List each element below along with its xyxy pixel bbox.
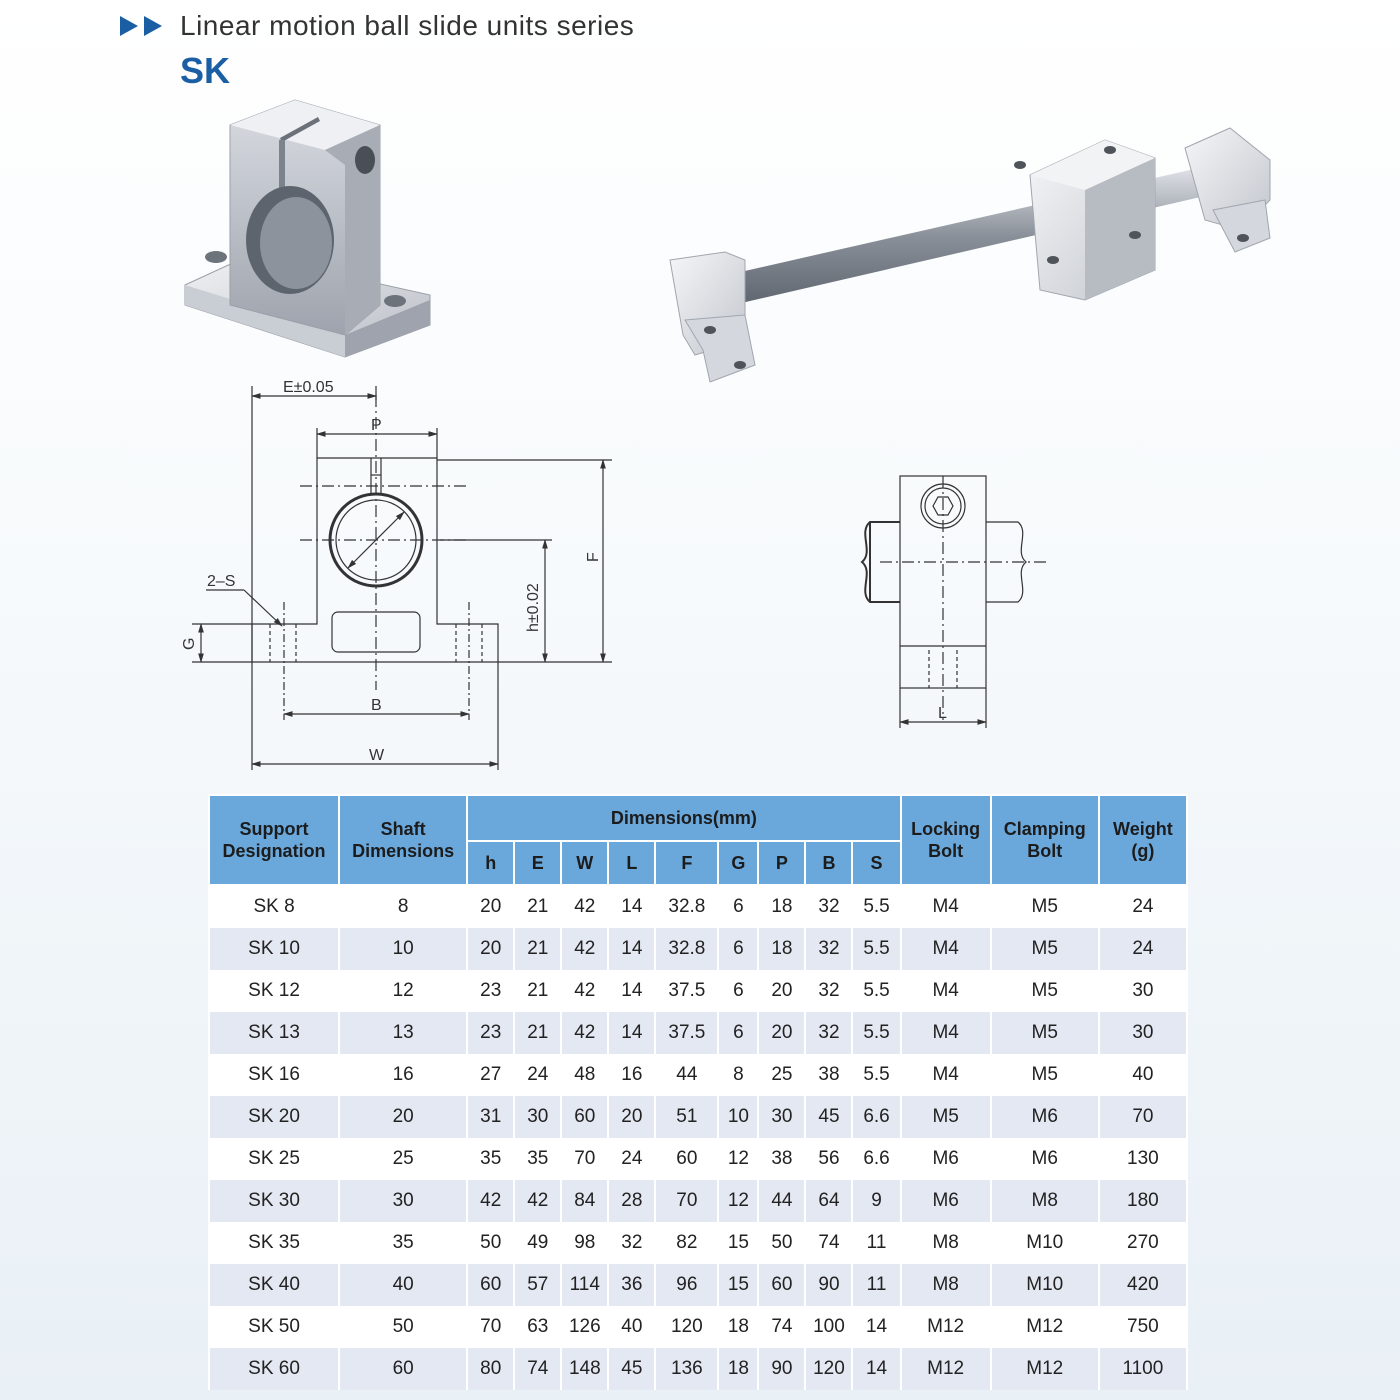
table-cell: M4 (901, 1054, 991, 1096)
table-cell: 6 (718, 885, 758, 928)
header-clamping-bolt: Clamping Bolt (991, 795, 1099, 885)
table-cell: 23 (467, 1012, 514, 1054)
table-cell: 32 (805, 885, 852, 928)
table-cell: 28 (608, 1180, 655, 1222)
table-cell: 50 (339, 1306, 467, 1348)
header-locking-bolt: Locking Bolt (901, 795, 991, 885)
table-cell: 15 (718, 1264, 758, 1306)
table-cell: 51 (655, 1096, 718, 1138)
table-cell: 44 (655, 1054, 718, 1096)
table-cell: 64 (805, 1180, 852, 1222)
table-cell: 14 (608, 970, 655, 1012)
table-cell: 750 (1099, 1306, 1187, 1348)
table-cell: SK 12 (209, 970, 339, 1012)
table-cell: 82 (655, 1222, 718, 1264)
page-title: Linear motion ball slide units series (180, 10, 635, 41)
table-cell: M8 (991, 1180, 1099, 1222)
table-cell: 84 (561, 1180, 608, 1222)
dim-label-g: G (181, 637, 198, 650)
table-cell: 60 (339, 1348, 467, 1390)
table-row (209, 1264, 1187, 1306)
table-cell: M5 (991, 1054, 1099, 1096)
table-cell: M6 (991, 1096, 1099, 1138)
table-cell: M8 (901, 1222, 991, 1264)
table-cell: 36 (608, 1264, 655, 1306)
header-dim-s: S (852, 841, 900, 885)
table-cell: 12 (339, 970, 467, 1012)
table-cell: 45 (805, 1096, 852, 1138)
table-row (209, 1054, 1187, 1096)
table-row (209, 1222, 1187, 1264)
table-cell: 6.6 (852, 1096, 900, 1138)
header-shaft-dimensions: Shaft Dimensions (339, 795, 467, 885)
table-cell: M6 (901, 1138, 991, 1180)
table-cell: 126 (561, 1306, 608, 1348)
side-view-drawing (855, 470, 1055, 732)
table-cell: 5.5 (852, 1054, 900, 1096)
table-cell: 5.5 (852, 1012, 900, 1054)
table-cell: 120 (655, 1306, 718, 1348)
table-cell: 60 (467, 1264, 514, 1306)
header-dim-h: h (467, 841, 514, 885)
header-dim-b: B (805, 841, 852, 885)
table-cell: 74 (805, 1222, 852, 1264)
table-cell: 25 (339, 1138, 467, 1180)
table-cell: M5 (991, 885, 1099, 928)
table-cell: 11 (852, 1264, 900, 1306)
dim-label-w: W (369, 747, 385, 764)
table-cell: 30 (514, 1096, 561, 1138)
table-cell: 21 (514, 970, 561, 1012)
table-row (209, 1348, 1187, 1390)
dim-label-h: h±0.02 (525, 583, 542, 632)
table-cell: 50 (758, 1222, 805, 1264)
table-cell: 35 (467, 1138, 514, 1180)
table-cell: 1100 (1099, 1348, 1187, 1390)
table-cell: 15 (718, 1222, 758, 1264)
table-cell: 20 (467, 885, 514, 928)
table-cell: 42 (561, 1012, 608, 1054)
table-cell: 11 (852, 1222, 900, 1264)
table-cell: 12 (718, 1180, 758, 1222)
table-cell: 6 (718, 1012, 758, 1054)
table-cell: 14 (608, 928, 655, 970)
table-cell: 14 (852, 1348, 900, 1390)
table-cell: 60 (655, 1138, 718, 1180)
table-cell: 49 (514, 1222, 561, 1264)
table-cell: 38 (758, 1138, 805, 1180)
table-cell: 32 (608, 1222, 655, 1264)
table-cell: SK 35 (209, 1222, 339, 1264)
table-cell: 420 (1099, 1264, 1187, 1306)
table-cell: M6 (991, 1138, 1099, 1180)
header-dim-w: W (561, 841, 608, 885)
table-cell: 32.8 (655, 885, 718, 928)
table-cell: 50 (467, 1222, 514, 1264)
table-cell: 40 (339, 1264, 467, 1306)
table-cell: 21 (514, 928, 561, 970)
table-cell: 10 (339, 928, 467, 970)
table-cell: SK 20 (209, 1096, 339, 1138)
table-cell: M12 (991, 1306, 1099, 1348)
table-cell: 8 (339, 885, 467, 928)
table-cell: 24 (1099, 928, 1187, 970)
table-cell: 57 (514, 1264, 561, 1306)
header-support-designation: Support Designation (209, 795, 339, 885)
table-row (209, 928, 1187, 970)
table-cell: 18 (718, 1348, 758, 1390)
dim-label-b: B (371, 697, 382, 714)
table-row (209, 885, 1187, 928)
table-cell: 32 (805, 1012, 852, 1054)
table-cell: 18 (758, 928, 805, 970)
table-cell: 6 (718, 970, 758, 1012)
table-cell: M5 (991, 1012, 1099, 1054)
table-cell: 90 (758, 1348, 805, 1390)
table-cell: M10 (991, 1264, 1099, 1306)
table-cell: SK 8 (209, 885, 339, 928)
table-cell: 40 (1099, 1054, 1187, 1096)
table-cell: 12 (718, 1138, 758, 1180)
table-cell: 5.5 (852, 970, 900, 1012)
table-cell: 35 (339, 1222, 467, 1264)
table-cell: 48 (561, 1054, 608, 1096)
table-cell: 45 (608, 1348, 655, 1390)
table-cell: SK 16 (209, 1054, 339, 1096)
table-cell: 6 (718, 928, 758, 970)
table-cell: 30 (1099, 970, 1187, 1012)
table-cell: 98 (561, 1222, 608, 1264)
table-cell: 70 (467, 1306, 514, 1348)
table-cell: SK 60 (209, 1348, 339, 1390)
table-cell: 23 (467, 970, 514, 1012)
spec-table-body (209, 885, 1187, 1390)
table-cell: 120 (805, 1348, 852, 1390)
header-dim-g: G (718, 841, 758, 885)
dim-label-p: P (371, 417, 382, 434)
table-cell: 30 (339, 1180, 467, 1222)
table-row (209, 970, 1187, 1012)
table-cell: M4 (901, 1012, 991, 1054)
table-cell: 70 (561, 1138, 608, 1180)
table-cell: 42 (561, 970, 608, 1012)
table-cell: 100 (805, 1306, 852, 1348)
table-cell: 16 (608, 1054, 655, 1096)
table-cell: M4 (901, 885, 991, 928)
table-row (209, 1180, 1187, 1222)
header-dim-f: F (655, 841, 718, 885)
table-cell: 8 (718, 1054, 758, 1096)
table-cell: M8 (901, 1264, 991, 1306)
table-cell: 21 (514, 885, 561, 928)
table-cell: 80 (467, 1348, 514, 1390)
table-cell: 74 (514, 1348, 561, 1390)
table-cell: 40 (608, 1306, 655, 1348)
table-cell: 70 (1099, 1096, 1187, 1138)
table-cell: SK 25 (209, 1138, 339, 1180)
table-cell: 31 (467, 1096, 514, 1138)
table-cell: M5 (901, 1096, 991, 1138)
table-cell: 180 (1099, 1180, 1187, 1222)
table-row (209, 1138, 1187, 1180)
table-cell: 16 (339, 1054, 467, 1096)
table-cell: 10 (718, 1096, 758, 1138)
table-cell: 56 (805, 1138, 852, 1180)
table-row (209, 1012, 1187, 1054)
table-cell: 32.8 (655, 928, 718, 970)
table-cell: 44 (758, 1180, 805, 1222)
table-row (209, 1306, 1187, 1348)
table-cell: SK 50 (209, 1306, 339, 1348)
table-cell: 5.5 (852, 928, 900, 970)
table-cell: 60 (561, 1096, 608, 1138)
shaft-support-photo (180, 95, 440, 365)
table-cell: 24 (1099, 885, 1187, 928)
table-row (209, 1096, 1187, 1138)
table-cell: 20 (467, 928, 514, 970)
table-cell: SK 40 (209, 1264, 339, 1306)
dim-label-l: L (938, 705, 947, 722)
table-cell: 114 (561, 1264, 608, 1306)
table-cell: 42 (467, 1180, 514, 1222)
table-cell: 35 (514, 1138, 561, 1180)
table-cell: M10 (991, 1222, 1099, 1264)
table-cell: 37.5 (655, 970, 718, 1012)
table-cell: 30 (1099, 1012, 1187, 1054)
table-cell: 27 (467, 1054, 514, 1096)
table-cell: M12 (991, 1348, 1099, 1390)
table-cell: SK 30 (209, 1180, 339, 1222)
table-cell: 13 (339, 1012, 467, 1054)
header-dim-l: L (608, 841, 655, 885)
table-cell: 38 (805, 1054, 852, 1096)
table-cell: 20 (608, 1096, 655, 1138)
table-cell: 14 (608, 885, 655, 928)
table-cell: 18 (718, 1306, 758, 1348)
table-cell: 14 (852, 1306, 900, 1348)
table-cell: 24 (514, 1054, 561, 1096)
table-cell: 60 (758, 1264, 805, 1306)
table-cell: 9 (852, 1180, 900, 1222)
table-cell: M5 (991, 970, 1099, 1012)
table-cell: M4 (901, 970, 991, 1012)
table-cell: 32 (805, 928, 852, 970)
table-cell: 42 (561, 885, 608, 928)
table-cell: 25 (758, 1054, 805, 1096)
table-cell: M12 (901, 1348, 991, 1390)
table-cell: 32 (805, 970, 852, 1012)
table-cell: 14 (608, 1012, 655, 1054)
table-cell: 90 (805, 1264, 852, 1306)
table-cell: 5.5 (852, 885, 900, 928)
table-cell: 30 (758, 1096, 805, 1138)
dim-label-2s: 2–S (207, 573, 236, 590)
linear-rail-assembly-photo (665, 120, 1280, 385)
table-cell: 136 (655, 1348, 718, 1390)
table-cell: M4 (901, 928, 991, 970)
table-cell: 270 (1099, 1222, 1187, 1264)
table-cell: SK 13 (209, 1012, 339, 1054)
table-cell: 63 (514, 1306, 561, 1348)
table-cell: 6.6 (852, 1138, 900, 1180)
table-cell: 130 (1099, 1138, 1187, 1180)
dim-label-f: F (585, 552, 602, 562)
table-cell: 70 (655, 1180, 718, 1222)
table-cell: M5 (991, 928, 1099, 970)
table-cell: 42 (514, 1180, 561, 1222)
table-cell: 74 (758, 1306, 805, 1348)
header-weight: Weight (g) (1099, 795, 1187, 885)
table-cell: 20 (758, 1012, 805, 1054)
spec-table (208, 794, 1188, 1390)
table-cell: SK 10 (209, 928, 339, 970)
header-dimensions: Dimensions(mm) (467, 795, 900, 841)
table-cell: 21 (514, 1012, 561, 1054)
table-cell: 37.5 (655, 1012, 718, 1054)
table-cell: M12 (901, 1306, 991, 1348)
table-cell: 20 (758, 970, 805, 1012)
table-cell: 20 (339, 1096, 467, 1138)
series-code: SK (180, 50, 231, 91)
front-view-drawing (170, 370, 630, 775)
table-cell: M6 (901, 1180, 991, 1222)
table-cell: 96 (655, 1264, 718, 1306)
header-dim-e: E (514, 841, 561, 885)
table-cell: 24 (608, 1138, 655, 1180)
header-dim-p: P (758, 841, 805, 885)
table-cell: 42 (561, 928, 608, 970)
double-arrow-icon (118, 14, 168, 38)
table-cell: 148 (561, 1348, 608, 1390)
dim-label-e: E±0.05 (283, 379, 334, 396)
table-cell: 18 (758, 885, 805, 928)
